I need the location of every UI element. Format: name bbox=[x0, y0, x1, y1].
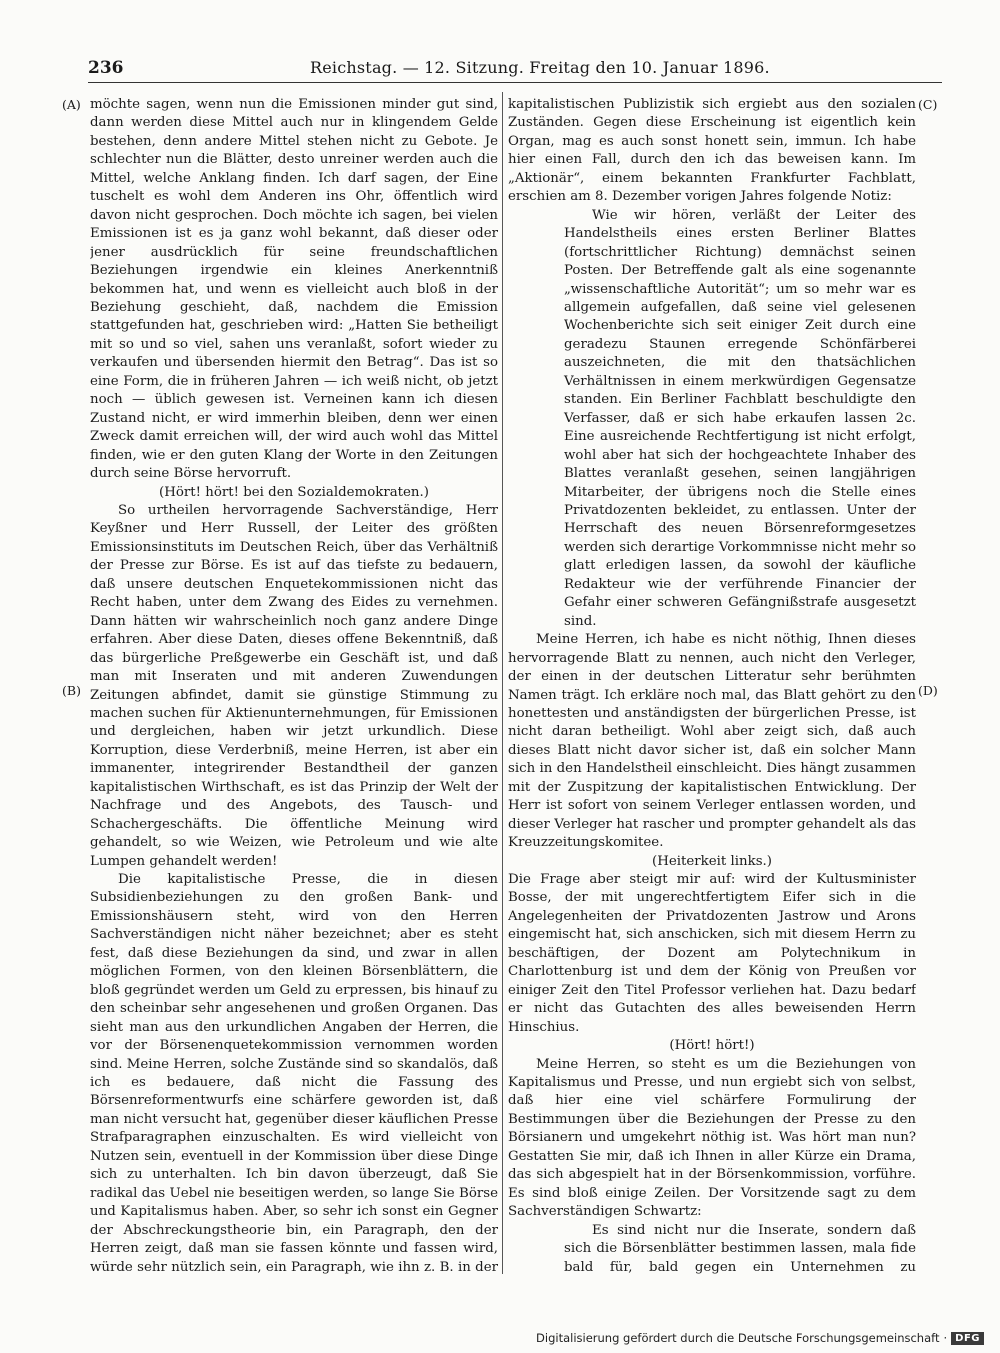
paragraph: möchte sagen, wenn nun die Emissionen minder gut sind, dann werden diese Mittel auch nur in klingendem Gelde bestehen, denn andere Mittel stehen nicht zu Gebote. Je schlechter nun die Blätter, desto unreiner werden auch die Mittel, welche Anklang finden. Ich darf sagen, der Eine tuschelt es wohl dem Anderen ins Ohr, öffentlich wird davon nicht gesprochen. Doch möchte ich sagen, bei vielen Emissionen ist es ja ganz wohl bekannt, daß dieser oder jener ausdrücklich für seine freundschaftlichen Beziehungen irgendwie ein kleines Anerkenntniß bekommen hat, und wenn es vielleicht auch bloß in der Beziehung geschieht, daß, nachdem die Emission stattgefunden hat, geschrieben wird: „Hatten Sie betheiligt mit so und so viel, sahen uns veranlaßt, sofort wieder zu verkaufen und übersenden hiermit den Betrag“. Das ist so eine Form, die in früheren Jahren — ich weiß nicht, ob jetzt noch — üblich gewesen ist. Verneinen kann ich diesen Zustand nicht, er wird immerhin bleiben, denn wer einen Zweck damit erreichen will, der wird auch wohl das Mittel finden, wie er den guten Klang der Worte in den Zeitungen durch seine Börse hervorruft. bbox=[90, 97, 498, 482]
paragraph: Meine Herren, so steht es um die Beziehungen von Kapitalismus und Presse, und nun ergiebt sich von selbst, daß hier eine viel schärfere Formulirung der Bestimmungen über die Beziehungen der Presse zu den Börsianern und umgekehrt nöthig ist. Was hört man nun? Gestatten Sie mir, daß ich Ihnen in aller Kürze ein Drama, das sich abgespielt hat in der Börsenkommission, vorführe. Es sind bloß einige Zeilen. Der Vorsitzende sagt zu dem Sachverständigen Schwartz: bbox=[508, 1056, 916, 1220]
margin-marker-b: (B) bbox=[62, 683, 81, 698]
interjection: (Heiterkeit links.) bbox=[651, 853, 772, 869]
left-column bbox=[90, 96, 498, 1274]
quotation: Wie wir hören, verläßt der Leiter des Handelstheils eines ersten Berliner Blattes (fortschrittlicher Richtung) demnächst seinen Posten. Der Betreffende galt als eine sogenannte „wissenschaftliche Autorität“; um so mehr war es allgemein aufgefallen, daß seine viel gelesenen Wochenberichte sich seit einiger Zeit durch eine geradezu Staunen erregende Schönfärberei auszeichneten, die mit den thatsächlichen Verhältnissen in einem merkwürdigen Gegensatze standen. Ein Berliner Fachblatt beschuldigte den Verfasser, daß er sich habe erkaufen lassen 2c. Eine ausreichende Rechtfertigung ist nicht erfolgt, wohl aber hat sich der hochgeachtete Inhaber des Blattes veranlaßt gesehen, seinen langjährigen Mitarbeiter, der übrigens noch die Stelle eines Privatdozenten bekleidet, zu entlassen. Unter der Herrschaft des neuen Börsenreformgesetzes werden sich derartige Vorkommnisse nicht mehr so glatt erledigen lassen, da sowohl der käufliche Redakteur wie der verführende Financier der Gefahr einer schweren Gefängnißstrafe ausgesetzt sind. bbox=[564, 207, 916, 629]
quotation: Es sind nicht nur die Inserate, sondern daß sich die Börsenblätter bestimmen lassen, mala fide bald für, bald gegen ein Unternehmen zu bbox=[564, 1222, 916, 1274]
interjection: (Hört! hört!) bbox=[669, 1038, 755, 1054]
column-separator bbox=[502, 92, 503, 1274]
paragraph: So urtheilen hervorragende Sachverständige, Herr Keyßner und Herr Russell, der Leiter des größten Emissionsinstituts im Deutschen Reich, über das Verhältniß der Presse zur Börse. Es ist auf das tiefste zu bedauern, daß unsere deutschen Enquetekommissionen nicht das Recht haben, unter dem Zwang des Eides zu vernehmen. Dann hätten wir wahrscheinlich noch ganz andere Dinge erfahren. Aber diese Daten, dieses offene Bekenntniß, daß das bürgerliche Preßgewerbe ein Geschäft ist, und daß man mit Inseraten und mit anderen Zuwendungen Zeitungen abfindet, damit sie günstige Stimmung zu machen suchen für Aktienunternehmungen, für Emissionen und dergleichen, haben wir jetzt urkundlich. Diese Korruption, diese Verderbniß, meine Herren, ist aber ein immanenter, integrirender Bestandtheil der ganzen kapitalistischen Wirthschaft, es ist das Prinzip der Welt der Nachfrage und des Angebots, des Tausch- und Schachergeschäfts. Die öffentliche Meinung wird gehandelt, so wie Weizen, wie Petroleum und wie alte Lumpen gehandelt werden! bbox=[90, 502, 498, 869]
paragraph: Die kapitalistische Presse, die in diesen Subsidienbeziehungen zu den großen Bank- und Emissionshäusern steht, wird von den Herren Sachverständigen nicht näher bezeichnet; aber es steht fest, daß diese Beziehungen da sind, und zwar in allen möglichen Formen, von den kleinen Börsenblättern, die bloß gegründet werden um Geld zu erpressen, bis hinauf zu den scheinbar sehr angesehenen und großen Organen. Das sieht man aus den urkundlichen Angaben der Herren, die vor der Börsenenquetekommission vernommen worden sind. Meine Herren, solche Zustände sind so skandalös, daß ich es bedauere, daß nicht die Fassung des Börsenreformentwurfs eine schärfere geworden ist, daß man nicht versucht hat, gegenüber dieser käuflichen Presse Strafparagraphen einzuschalten. Es wird vielleicht von Nutzen sein, eventuell in der Kommission über diese Dinge sich zu unterhalten. Ich bin davon überzeugt, daß Sie radikal das Uebel nie beseitigen werden, so lange Sie Börse und Kapitalismus haben. Aber, so sehr ich sonst ein Gegner der Abschreckungstheorie bin, ein Paragraph, den der Herren zeigt, daß man sie fassen könnte und fassen wird, würde sehr nützlich sein, ein Paragraph, wie ihn z. B. in der bbox=[90, 872, 498, 1274]
header-rule bbox=[88, 82, 942, 83]
footer-text: Digitalisierung gefördert durch die Deutsche Forschungsgemeinschaft bbox=[536, 1331, 940, 1345]
page-header bbox=[88, 58, 942, 82]
dfg-logo: DFG bbox=[951, 1332, 984, 1345]
digitization-footer bbox=[536, 1331, 984, 1345]
paragraph: Die Frage aber steigt mir auf: wird der Kultusminister Bosse, der mit ungerechtfertigtem Eifer sich in die Angelegenheiten der Privatdozenten Jastrow und Arons eingemischt hat, sich anschicken, sich mit diesem Herrn zu beschäftigen, der Dozent am Polytechnikum in Charlottenburg ist und dem der König von Preußen vor einiger Zeit den Titel Professor verliehen hat. Dazu bedarf er nicht das Gutachten des alles beweisenden Herrn Hinschius. bbox=[508, 872, 916, 1035]
interjection: (Hört! hört! bei den Sozialdemokraten.) bbox=[159, 484, 429, 500]
running-title: Reichstag. — 12. Sitzung. Freitag den 10. Januar 1896. bbox=[310, 58, 770, 77]
footer-dot: · bbox=[943, 1331, 948, 1345]
margin-marker-c: (C) bbox=[918, 97, 938, 112]
page-number: 236 bbox=[88, 58, 124, 78]
margin-marker-d: (D) bbox=[918, 683, 938, 698]
right-column bbox=[508, 96, 916, 1274]
margin-marker-a: (A) bbox=[62, 97, 81, 112]
paragraph: Meine Herren, ich habe es nicht nöthig, Ihnen dieses hervorragende Blatt zu nennen, auch nicht den Verleger, der einen in der deutschen Litteratur sehr berühmten Namen trägt. Ich erkläre noch mal, das Blatt gehört zu den honettesten und anständigsten der bürgerlichen Presse, ist nicht daran betheiligt. Wohl aber zeigt sich, daß auch dieses Blatt nicht davor sicher ist, daß ein solcher Mann sich in den Handelstheil einschleicht. Dies hängt zusammen mit der Zuspitzung der kapitalistischen Entwicklung. Der Herr ist sofort von seinem Verleger entlassen worden, und dieser Verleger hat rascher und prompter gehandelt als das Kreuzzeitungskomitee. bbox=[508, 632, 916, 851]
paragraph: kapitalistischen Publizistik sich ergiebt aus den sozialen Zuständen. Gegen diese Erscheinung ist eigentlich kein Organ, mag es auch sonst honett sein, immun. Ich habe hier einen Fall, durch den ich das beweisen kann. Im „Aktionär“, einem bekannten Frankfurter Fachblatt, erschien am 8. Dezember vorigen Jahres folgende Notiz: bbox=[508, 97, 916, 205]
